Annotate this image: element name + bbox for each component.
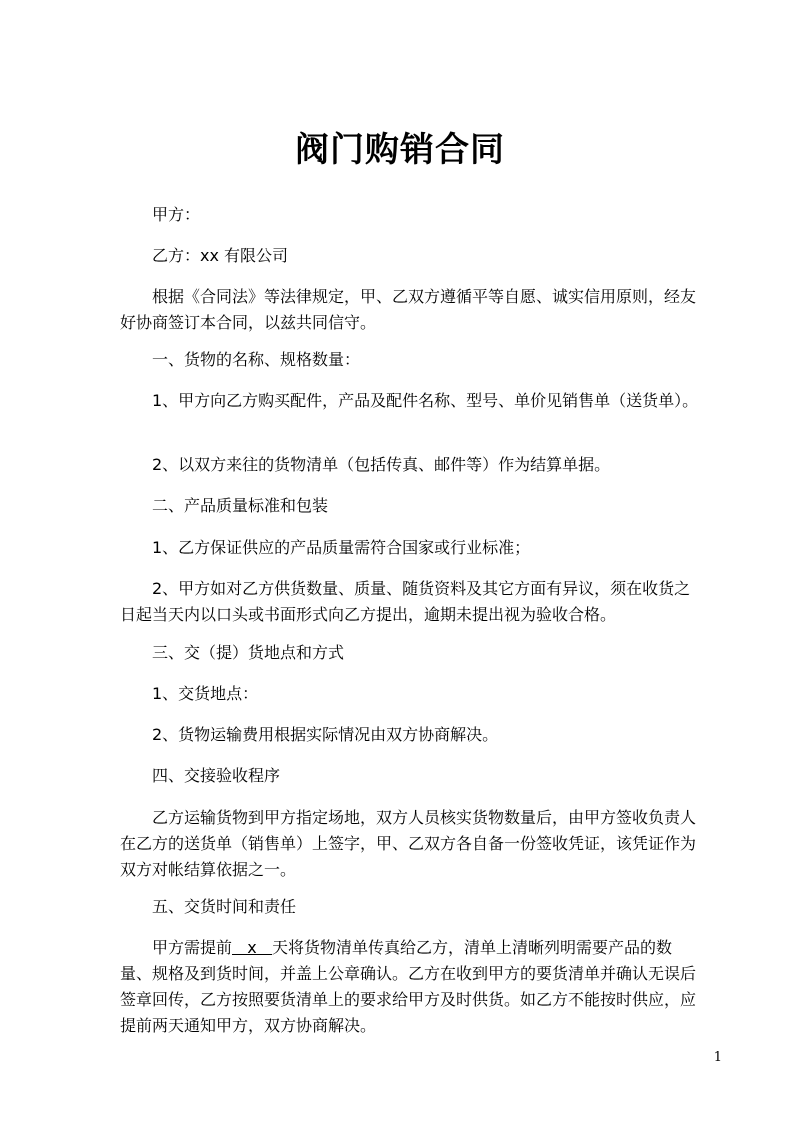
preamble-paragraph: 根据《合同法》等法律规定，甲、乙双方遵循平等自愿、诚实信用原则，经友好协商签订本合同，以兹共同信守。 bbox=[120, 287, 697, 332]
section-2-heading: 二、产品质量标准和包装 bbox=[152, 496, 329, 515]
section-1-heading: 一、货物的名称、规格数量： bbox=[152, 350, 361, 369]
section-4-heading: 四、交接验收程序 bbox=[152, 766, 281, 785]
section-5-heading: 五、交货时间和责任 bbox=[152, 897, 297, 916]
document-title: 阀门购销合同 bbox=[295, 130, 505, 170]
section-1-item-1: 1、甲方向乙方购买配件，产品及配件名称、型号、单价见销售单（送货单）。 bbox=[152, 391, 699, 410]
section-5-text-before: 甲方需提前 bbox=[152, 938, 233, 957]
section-5-paragraph bbox=[120, 935, 700, 1039]
section-2-item-2: 2、甲方如对乙方供货数量、质量、随货资料及其它方面有异议，须在收货之日起当天内以口头或书面形式向乙方提出，逾期未提出视为验收合格。 bbox=[120, 579, 691, 624]
section-4-paragraph: 乙方运输货物到甲方指定场地，双方人员核实货物数量后，由甲方签收负责人在乙方的送货单（销售单）上签字，甲、乙双方各自备一份签收凭证，该凭证作为双方对帐结算依据之一。 bbox=[120, 808, 697, 879]
section-5-text-after: 天将货物清单传真给乙方，清单上清晰列明需要产品的数量、规格及到货时间，并盖上公章确认。乙方在收到甲方的要货清单并确认无误后签章回传，乙方按照要货清单上的要求给甲方及时供货。如乙方不能按时供应，应提前两天通知甲方，双方协商解决。 bbox=[120, 938, 697, 1035]
section-1-item-2: 2、以双方来往的货物清单（包括传真、邮件等）作为结算单据。 bbox=[152, 455, 611, 474]
section-3-heading: 三、交（提）货地点和方式 bbox=[152, 643, 345, 662]
page-number: 1 bbox=[713, 1050, 722, 1065]
section-2-item-1: 1、乙方保证供应的产品质量需符合国家或行业标准； bbox=[152, 538, 531, 557]
party-b-line: 乙方：xx 有限公司 bbox=[152, 246, 289, 265]
section-3-item-1: 1、交货地点： bbox=[152, 684, 259, 703]
section-3-item-2: 2、货物运输费用根据实际情况由双方协商解决。 bbox=[152, 725, 499, 744]
days-blank-field: x bbox=[232, 938, 272, 957]
party-a-line: 甲方： bbox=[152, 205, 201, 224]
